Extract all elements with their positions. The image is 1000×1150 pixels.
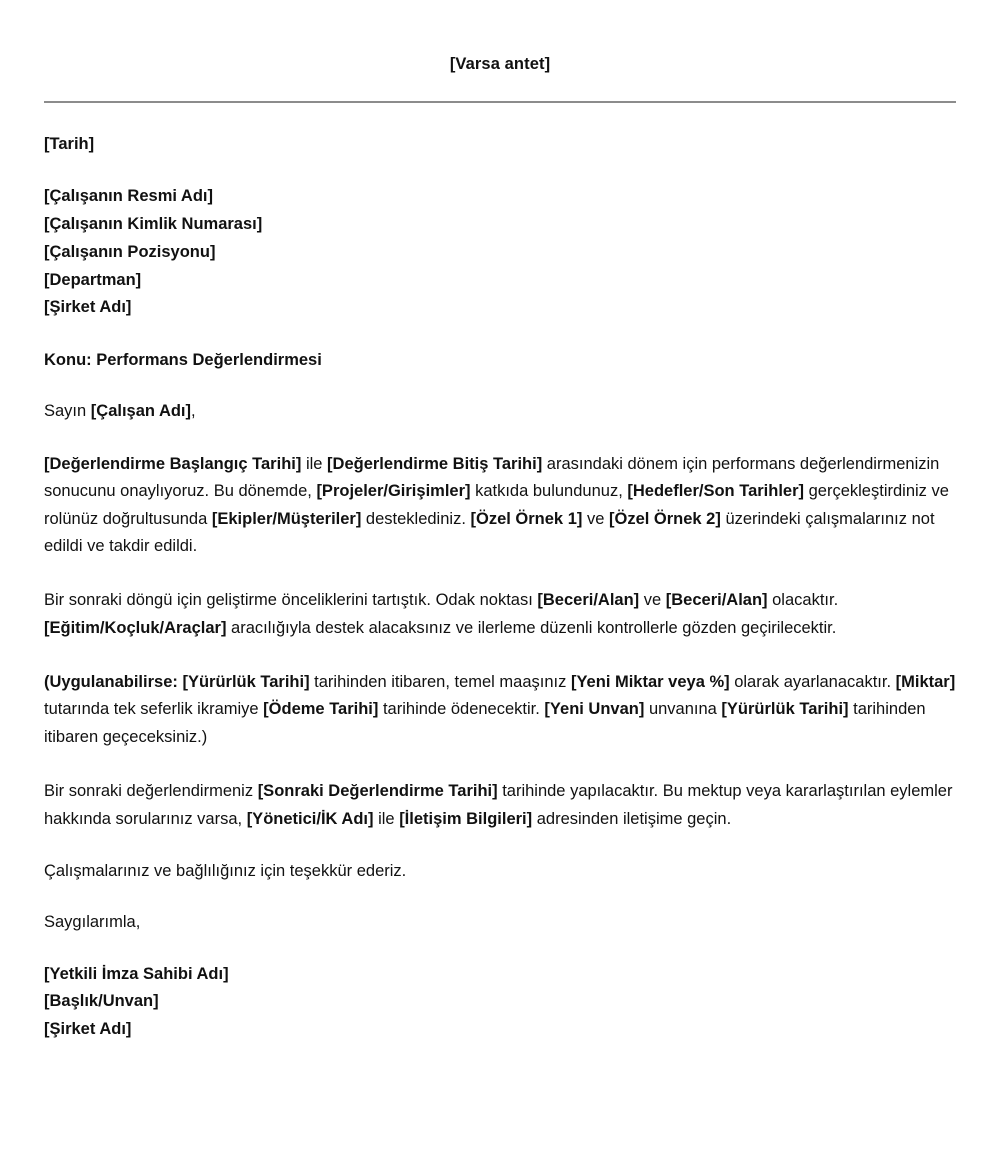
body-text: adresinden iletişime geçin. [532,809,732,828]
body-text: üzerindeki çalışmalarınız not edildi ve takdir edildi. [44,509,935,555]
signature-line: [Şirket Adı] [44,1020,132,1039]
salutation-suffix: , [191,401,196,420]
placeholder-token: [Ekipler/Müşteriler] [211,509,362,528]
body-text: tutarında tek seferlik ikramiye [44,700,264,719]
placeholder-token: [Yönetici/İK Adı] [246,809,374,828]
placeholder-token: [Projeler/Girişimler] [316,482,471,501]
placeholder-token: [Eğitim/Koçluk/Araçlar] [44,618,227,637]
salutation-employee-name: [Çalışan Adı] [90,401,192,420]
placeholder-token: [Yürürlük Tarihi] [182,673,310,692]
signoff-line: Saygılarımla, [44,912,141,931]
placeholder-token: [Miktar] [895,673,956,692]
recipient-block [44,183,956,322]
body-text: gerçekleştirdiniz ve rolünüz doğrultusunda [44,482,949,528]
body-text: arasındaki dönem için performans değerlendirmenizin sonucunu onaylıyoruz. Bu dönemde, [44,454,940,501]
body-text: olacaktır. [767,591,839,610]
body-text: unvanına [644,700,722,719]
body-text: aracılığıyla destek alacaksınız ve ilerleme düzenli kontrollerle gözden geçirilecektir. [226,618,837,637]
placeholder-token: [Hedefler/Son Tarihler] [627,482,805,501]
placeholder-token: [Özel Örnek 1] [470,509,583,528]
body-text: tarihinden itibaren geçeceksiniz.) [44,700,926,746]
body-text: tarihinde yapılacaktır. Bu mektup veya kararlaştırılan eylemler hakkında sorularınız varsa, [44,782,953,828]
recipient-line: [Departman] [44,270,142,289]
body-text: desteklediniz. [361,509,471,528]
body-text: Bir sonraki değerlendirmeniz [44,782,258,801]
salutation-prefix: Sayın [44,401,91,420]
date-block [44,133,956,157]
placeholder-token: [Yeni Unvan] [544,700,645,719]
signature-block [44,961,956,1074]
paragraph-next-review [44,778,956,833]
body-text: ve [639,591,666,610]
letterhead-placeholder: [Varsa antet] [449,55,551,73]
placeholder-token: [İletişim Bilgileri] [399,809,533,828]
placeholder-token: [Sonraki Değerlendirme Tarihi] [257,782,498,801]
body-text: Bir sonraki döngü için geliştirme önceliklerini tartıştık. Odak noktası [44,591,538,610]
placeholder-token: [Yürürlük Tarihi] [721,700,849,719]
recipient-line: [Çalışanın Resmi Adı] [44,187,214,206]
signature-line: [Başlık/Unvan] [44,992,159,1011]
placeholder-token: [Yeni Miktar veya %] [570,673,730,692]
placeholder-token: [Değerlendirme Bitiş Tarihi] [327,454,543,473]
recipient-line: [Çalışanın Kimlik Numarası] [44,215,263,234]
paragraph-review-period [44,451,956,561]
body-text: ile [301,454,328,473]
signature-line: [Yetkili İmza Sahibi Adı] [44,964,229,983]
body-paragraphs [44,451,956,833]
salutation-line [44,400,956,424]
placeholder-token: (Uygulanabilirse: [44,673,183,692]
paragraph-compensation [44,669,956,751]
closing-thanks: Çalışmalarınız ve bağlılığınız için teşekkür ederiz. [44,861,407,880]
recipient-line: [Çalışanın Pozisyonu] [44,242,216,261]
date-placeholder: [Tarih] [44,135,95,154]
placeholder-token: [Beceri/Alan] [537,591,640,610]
body-text: tarihinden itibaren, temel maaşınız [309,673,571,692]
subject-line: Konu: Performans Değerlendirmesi [44,350,322,369]
recipient-line: [Şirket Adı] [44,298,132,317]
body-text: ile [373,809,400,828]
body-text: olarak ayarlanacaktır. [729,673,896,692]
paragraph-development-priorities [44,587,956,642]
body-text: ve [582,509,609,528]
body-text: tarihinde ödenecektir. [378,700,545,719]
placeholder-token: [Özel Örnek 2] [608,509,721,528]
placeholder-token: [Beceri/Alan] [665,591,768,610]
header-divider [44,101,956,103]
body-text: katkıda bulundunuz, [470,482,628,501]
placeholder-token: [Ödeme Tarihi] [263,700,379,719]
placeholder-token: [Değerlendirme Başlangıç Tarihi] [44,454,302,473]
